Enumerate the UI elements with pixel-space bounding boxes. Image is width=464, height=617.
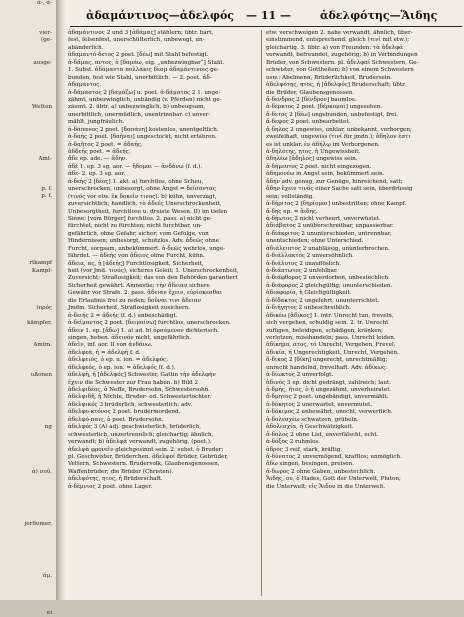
entry-line: ἀδέ 1. ep. 3 sg. aor. — ἥδομαι — ἁνδάνω (f. d.). (68, 163, 203, 170)
facing-page-line (2, 446, 52, 453)
facing-page-line: Amt- (38, 156, 52, 163)
facing-page-line (2, 461, 52, 468)
entry-line: ἀ-δόξος 2 ruhmlos. (266, 439, 321, 446)
entry-line: ἀ-διήγητος 2 unbeschreiblich. (266, 305, 352, 312)
entry-line: ἅ-δης ep. = ἅιδης. (266, 208, 318, 215)
entry-line: es ist unklar. ἐν ἀδήλῳ im Verborgenen. (266, 141, 380, 148)
entry-line: ἄδειν 1. ep. [ἄδω] 1. a) ad. b) ὀρσόμενον dichterisch. (68, 327, 220, 334)
facing-page-line (2, 45, 52, 52)
entry-line: ἀ-δόκητος 2 unerwartet, unvermutet. (266, 401, 373, 408)
facing-page-line (2, 528, 52, 535)
facing-page-line (2, 141, 52, 148)
facing-page-line: ng (44, 423, 52, 430)
facing-page-line (2, 231, 52, 238)
facing-page-line (2, 171, 52, 178)
entry-line: ἀ-διάπτωτος 2 unfehlbar. (266, 268, 338, 274)
entry-line: ἄδε ep. ade. — ἄδην. (68, 156, 128, 163)
entry-line: ἄ-δετος 2 [δέω] ungebunden, unbefestigt, frei. (266, 111, 398, 118)
facing-page-line (2, 439, 52, 446)
entry-line: etw. verschweigen 2. nahe verwandt, ähnlich, über- (266, 30, 413, 36)
facing-page-line (2, 283, 52, 290)
facing-page-line: Kampf- (31, 267, 52, 274)
entry-line: ἀδεῖν, inf. aor. II von ἁνδάνω. (68, 342, 153, 349)
facing-page-line (2, 558, 52, 565)
entry-line: unentschieden; ohne Unterschied. (266, 238, 364, 245)
entry-line: ἀ-δίωκτος 2 unverfolgt. (266, 372, 334, 379)
facing-page-line (2, 312, 52, 319)
left-running-headword: ἀδαμάντινος—ἀδελφός (86, 9, 234, 22)
entry-line: ἀ-δάπανος 2 poet. [δαπάνη] kostenlos, unentgeltlich. (68, 126, 219, 133)
facing-page-line (2, 164, 52, 171)
entry-line: bunden, fest wie Stahl, unerbittlich. — 2. poet. ἀδ- (68, 74, 212, 81)
entry-line: unerschrocken, unbesorgt, ohne Angst ⇔ δείσαντας (68, 186, 216, 193)
facing-page-line: ei (46, 609, 52, 616)
entry-line: einstimmend, entsprechend, gleich (τινί mit etw.); (266, 37, 410, 44)
entry-line: ἀδελφός 3 (A) adj. geschwisterlich, brüderlich, (68, 424, 202, 431)
entry-line: ἀ-δύνατος 2 unvermögend, kraftlos; unmöglich. (266, 453, 402, 460)
facing-page-line (2, 550, 52, 557)
facing-page-line (2, 275, 52, 282)
entry-line: ἀ-δέρκτος 2 poet. [δέρκομαι] ungesehen. (266, 104, 383, 111)
facing-page-line (2, 253, 52, 260)
entry-line: ἀδαμαντος. (68, 82, 102, 89)
facing-page-line (2, 52, 52, 59)
facing-page-line (2, 536, 52, 543)
entry-line: verletzen, misshandeln; pass. Unrecht leiden. (266, 334, 396, 341)
facing-page-line (2, 543, 52, 550)
entry-line: ἀ-δηλότης, ητος, ἡ Ungewissheit. (266, 149, 361, 155)
entry-line: (τινός vor etw. ἐκ δοκεῖν τινος). b) kühn, unverzagt, (68, 193, 217, 200)
entry-line: unerbittlich, unermüdlich, unentrinnbar. c) unver- (68, 111, 211, 118)
facing-page-line (2, 112, 52, 119)
facing-page-line (2, 565, 52, 572)
facing-page-line (2, 379, 52, 386)
facing-page-line (2, 476, 52, 483)
facing-page-line (2, 417, 52, 424)
facing-page-text (2, 0, 52, 616)
entry-line: singen, heben. ἀδεινόν nicht, ungefährlich. (68, 334, 192, 341)
entry-line: fest, felsenfest, unerschütterlich, unbewegt, un- (68, 37, 205, 44)
entry-line: ἀδελφή, ἡ [ἀδελφός] Schwester, Gattin τὴν ἀδελφὴν (68, 372, 216, 379)
facing-page-line (2, 15, 52, 22)
header-rule (70, 26, 462, 27)
entry-line: zufügen, beleidigen, schädigen, kränken; (266, 327, 384, 334)
entry-line: schwesterlich, unzertrennlich; gleichartig; ähnlich, (68, 431, 214, 438)
facing-page-line (2, 89, 52, 96)
facing-page-line (2, 97, 52, 104)
facing-page-line (2, 290, 52, 297)
entry-line: ἀ-δεής 2 [δέος] 1. akt. a) furchtlos, ohne Scheu, (68, 178, 204, 185)
entry-line: ἄ-δενδρος 2 [δένδρον] baumlos. (266, 96, 357, 103)
entry-line: zäumt. 2. übtr. a) unbezwinglich, b) unbeugsam, (68, 104, 206, 111)
entry-line: 1. Subst. ἀδάμαντα πολλάκις δεσμ ἀδαμάντινοις ge- (68, 67, 219, 74)
entry-line: ἀ-διάλλακτος 2 unversöhnlich. (266, 253, 354, 260)
facing-page-line (2, 580, 52, 587)
facing-page-line: ὰ) σοῦ. (31, 468, 52, 475)
entry-line: die Unterwelt; εἰς Ἅιδου in die Unterwelt. (266, 483, 386, 490)
entry-line: ἄδεια, ας, ἡ [ἀδεής] Furchtlosigkeit, Sicherheit, (68, 260, 204, 267)
entry-line: ἀδηλέω [ἄδηλος] ungewiss sein. (266, 156, 358, 163)
facing-page-line (2, 506, 52, 513)
entry-line: ἀ-δίδακτος 2 ungelehrt, ununterrichtet. (266, 297, 380, 304)
facing-page-line (2, 431, 52, 438)
entry-line: mählt, jungfräulich. (68, 119, 125, 126)
facing-page-line (2, 483, 52, 490)
facing-page-line (2, 595, 52, 602)
entry-line: Vettern, Schwestern. Brudervolk, Glaubensgenossen, (68, 461, 220, 468)
entry-line: Zuversicht; Straflosigkeit; das von den Behörden garantiert (68, 275, 238, 282)
entry-line: ἔχειν die Schwester zur Frau haben. b) Bild 2 (68, 379, 199, 386)
entry-line: ἀδελφιδέος, ὁ Neffe, Brudersohn, Schwestersohn. (68, 387, 211, 393)
entry-line: ἀδελφο-κτόνος 2 poet. brudermordend. (68, 409, 181, 416)
entry-line: die Brüder, Glaubensgenossen. (266, 89, 355, 96)
page-header (70, 6, 462, 26)
book-gutter (56, 0, 66, 600)
facing-page-line (2, 74, 52, 81)
facing-page-line (2, 223, 52, 230)
entry-line: ἄδην ἔχειν τινός einer Sache satt sein, überdrüssig (266, 186, 413, 193)
entry-line: ἀδελφότης, ητος, ἡ [ἀδελφός] Bruderschaft; übtr. (266, 82, 406, 89)
entry-line: ἀδελφεά, ἡ = ἀδελφή f. d. (68, 349, 141, 356)
facing-page-line (2, 22, 52, 29)
facing-page-line (2, 119, 52, 126)
facing-page-line (2, 179, 52, 186)
facing-page-line: ausge- (33, 59, 52, 66)
entry-line: verwandt; b) ἀδελφά verwandt, zugehörig, (poet.). (68, 439, 212, 446)
entry-line: ἀδε- 2. ep. 3 sg. aor. (68, 171, 126, 178)
facing-page-line (2, 245, 52, 252)
facing-page-line: Wetten (31, 104, 52, 111)
entry-line: ἀ-δάμας, αντος, ὁ [δαμάω, eig. „unbezwingbar“] Stahl. (68, 59, 225, 66)
entry-line: ἀ-δολεσχέω schwatzen, grübeln. (266, 416, 359, 423)
entry-line: Waffenbrüder; die Brüder (Christen). (68, 468, 174, 475)
entry-line: die Erlaubnis frei zu reden; δοῦναι τινι ἄδειαν (68, 297, 202, 304)
entry-line: ἀδαμαντό-δετος 2 poet. [δέω] mit Stahl befestigt. (68, 52, 209, 59)
facing-page-line (2, 67, 52, 74)
facing-page-line (2, 350, 52, 357)
entry-line: ἄ-δολος 2 ohne List, unverfälscht, echt. (266, 431, 379, 438)
entry-line: fürchtet, nicht zu fürchten; nicht furchtbar, un- (68, 223, 202, 230)
entry-line: Brüder, von Schwestern. pl. ἀδελφαί Schwestern, Ge- (266, 59, 419, 66)
entry-line: ἀδινός 3 ep. dicht gedrängt, zahlreich; laut. (266, 379, 391, 386)
entry-line: Furcht, sorgsam, unbekümmert. ἀ-δεῶς wehrlos, unge- (68, 245, 226, 252)
entry-line: ἀδημονέω in Angst sein, bekümmert sein. (266, 171, 385, 178)
facing-page-line: (πρός (36, 304, 52, 311)
entry-line: ἁδρός 3 reif, stark, kräftig. (266, 446, 343, 453)
entry-line: ἄ-δεψος 2 poet. unbearbeitet. (266, 119, 351, 126)
facing-page-line (2, 7, 52, 14)
facing-page-line (2, 364, 52, 371)
entry-line: ἀδελφὰ φρονεῖν gleichgesinnt sein. 2. subst. ὁ Bruder; (68, 446, 224, 453)
entry-line: Jmdm. Sicherheit, Straflosigkeit zusichern. (68, 305, 191, 312)
entry-line: ἀ-διάφορος 2 gleichgültig; ununterschieden. (266, 282, 393, 289)
facing-page-line (2, 409, 52, 416)
facing-page-line: kämpfer, (27, 319, 52, 326)
entry-line: ἀδιάλειπτος 2 unablässig, ununterbrochen. (266, 245, 390, 252)
entry-line: ἀ-δειής 2 = ἀδεής (f. d.) unbeschädigt. (68, 312, 178, 319)
facing-page-line: p. f. (41, 185, 52, 192)
entry-line: ἀ-δμής, ῆτος, ὁ ἡ ungezähmt, unverheiratet. (266, 387, 392, 393)
facing-page-line (2, 335, 52, 342)
entry-line: schwister, von Gottheiten; b) von einem Schwestern (266, 67, 414, 74)
facing-page-line (2, 387, 52, 394)
entry-line: Unbesorgtheit, furchtlose u. dreiste Wesen. II) im tiefen (68, 208, 228, 215)
facing-page-line (2, 208, 52, 215)
facing-page-line (2, 82, 52, 89)
entry-line: ἀ-δῄωτος 2 nicht verheert, unverwüstet. (266, 215, 381, 222)
facing-page-line (2, 513, 52, 520)
facing-page-line (2, 298, 52, 305)
entry-line: ἀ-διάφθορος 2 unverdorben, unbestechlich. (266, 275, 390, 282)
entry-line: ἀδικία, ἡ Ungerechtigkeit, Unrecht, Vergehen. (266, 349, 399, 356)
facing-page-line (2, 357, 52, 364)
facing-page-line (2, 149, 52, 156)
entry-line: ἀδελφικός 3 brüderlich, schwesterlich; adv. (68, 401, 193, 408)
page-number: — 11 — (246, 9, 291, 22)
entry-line: ἀ-δαῆτος 2 poet. = ἀδαής. (68, 141, 143, 148)
entry-line: ἀ-δήμευτος 2 poet. nicht eingezogen. (266, 163, 372, 170)
facing-page-line (2, 216, 52, 223)
entry-line: ἀδολεσχία, ἡ Geschwätzigkeit. (266, 424, 354, 431)
entry-line: ἀ-δείμαντος 2 poet. [δειμαίνω] furchtlos, unerschrocken. (68, 320, 231, 327)
facing-page-line (2, 134, 52, 141)
entry-line: ἄδω singen, besingen, preisen. (266, 461, 354, 468)
facing-page-line: rtkampf (29, 260, 52, 267)
entry-line: zweifelhaft, ungewiss (τινί für jmdn.); ἄδηλον ἐστι (266, 134, 411, 141)
entry-line: ἀδδεής poet. = ἀδεής. (68, 149, 131, 155)
facing-page-line (2, 126, 52, 133)
entry-line: pl. Geschwister, Brüderchen. ἀδελφοί Brüder, Gebrüder, (68, 453, 229, 460)
facing-page-line (2, 238, 52, 245)
entry-line: ἀ-διάλυτος 2 unauflöslich. (266, 260, 341, 267)
facing-page-line: vier- (39, 29, 52, 36)
facing-page-line (2, 402, 52, 409)
entry-line: ἀδελφότης, ητος, ἡ Brüderschaft. (68, 476, 163, 483)
entry-line: usw.: Abelmenn, Brüderlichkeit, Brudersein. (266, 74, 392, 81)
entry-line: ἄδην adv. genug, zur Genüge, hinreichend, satt; (266, 178, 403, 185)
entry-line: verwandt, befreundet, zugehörig; b) in Verbindungen (266, 52, 418, 59)
entry-line: Sicherheit gewährt. Amnestie; τὴν ἄδειαν sichere (68, 282, 210, 289)
facing-page-line: p. f. (41, 193, 52, 200)
entry-line: gleichartig. 3. übtr. a) von Freunden: τὰ ἀδελφά (266, 44, 403, 51)
right-running-headword: ἀδελφότης—Ἅιδης (320, 9, 438, 22)
entry-line: ἀδελφεός, ὁ ep. ion. = ἀδελφός (f. d.). (68, 364, 176, 371)
entry-line: ἀ-δάμαστος 2 [δαμάζω] u. poet. ἀ-δάματος 2 1. unge- (68, 89, 221, 96)
entry-line: ἄ-δηλος 2 ungewiss, unklar, unbekannt, verborgen; (266, 126, 412, 133)
entry-line: ἄ-δωρος 2 ohne Gaben, unbestechlich. (266, 468, 376, 475)
entry-line: ἄ-δμητος 2 poet. ungebändigt, unvermählt. (266, 394, 389, 401)
entry-line: ἀδελφιδῆ, ἡ Nichte, Bruder- od. Schwestertochter. (68, 394, 212, 401)
entry-line: ἀ-δαής 2 poet. [δαῆναι] ungeschickt, nicht erfahren. (68, 134, 217, 141)
entry-line: fährdet. — ἀδεής von ἄδειος ohne Furcht, kühn. (68, 253, 205, 260)
entry-line: ἀδελφειός, ὁ ep. u. ion. = ἀδελφός. (68, 357, 168, 364)
dictionary-column-left (68, 30, 258, 491)
entry-line: ἀδικέω [ἄδικος] 1. intr. Unrecht tun, freveln, (266, 312, 394, 319)
column-divider (261, 30, 262, 596)
facing-page-line (2, 588, 52, 595)
entry-line: Hindernissen; unbesorgt, schutzlos. Adv. ἀδεῶς ohne (68, 238, 219, 245)
facing-page-line: ᾰμ. (42, 572, 52, 579)
facing-page-line: jerfiumer, (24, 520, 52, 527)
entry-line: ἀ-δήριτος 2 [δηρίομαι] unbestritten; ohne Kampf. (266, 201, 407, 208)
entry-line: unrecht handelnd, frevelhaft. Adv. ἀδίκως. (266, 364, 388, 371)
entry-line: gefährlich, ohne Gefahr, sicher; vom Gefolge, von (68, 230, 209, 237)
facing-page-line (2, 394, 52, 401)
entry-line: ἀδελφό-παις, ὁ poet. Brudersohn. (68, 416, 164, 423)
dictionary-column-right (266, 30, 462, 491)
facing-page-line (2, 327, 52, 334)
facing-page-line (2, 602, 52, 609)
entry-line: zuversichtlich; handlich. τὸ ἀδεές Unerschrockenheit, (68, 201, 222, 208)
entry-line: ἀ-δόκιμος 2 unbewährt, unecht, verwerflich. (266, 409, 393, 416)
facing-page-line (2, 454, 52, 461)
entry-line: ἀ-δέμνιος 2 poet. ohne Lager. (68, 483, 153, 490)
entry-line: Gewähr vor Strafe. 2. pass. ἄδειαν ἔχειν, εὑρίσκεσθαι (68, 290, 223, 297)
entry-line: abänderlich. (68, 44, 104, 51)
entry-line: ἀδίκημα, ατος, τό Unrecht, Vergehen, Frevel. (266, 342, 396, 349)
facing-page-edge (0, 0, 57, 616)
facing-page-line (2, 491, 52, 498)
entry-line: sich vergehen, schuldig sein. 2. tr. Unrecht (266, 320, 389, 327)
facing-page-line: (ge- (41, 37, 52, 44)
entry-line: ἀ-διάκριτος 2 ununterschieden, untrennbar, (266, 230, 392, 237)
entry-line: zähmt, unbezwinglich, unbändig (v. Pferden) nicht ge- (68, 96, 222, 103)
entry-line: Ἅιδης, ου, ὁ Hades, Gott der Unterwelt, Pluton; (266, 476, 401, 483)
facing-page-line: ἀ-, ἀ- (37, 0, 52, 6)
entry-line: ἀδιαφορία, ἡ Gleichgültigkeit. (266, 290, 352, 297)
entry-line: ἀδιάβατος 2 unüberschreitbar, unpassierbar. (266, 223, 394, 230)
entry-line: Sinne: [vom Bürger] furchtlos. 2. pass. a) nicht ge- (68, 215, 212, 222)
facing-page-line: ußonen (30, 371, 52, 378)
entry-line: ἀδαμάντινος 2 und 3 [ἀδάμας] stählern; übtr. hart, (68, 30, 214, 36)
entry-line: sein; vollständig. (266, 193, 315, 200)
facing-page-line (2, 201, 52, 208)
facing-page-line (2, 498, 52, 505)
entry-line: ἄ-δικος 2 [δίκη] ungerecht, unrechtmäßig; (266, 357, 388, 364)
entry-line: heit (vor Jmd. τινός), sicheres Geleit; 1. Unerschrockenheit, (68, 268, 239, 274)
facing-page-line: Amtm. (33, 342, 52, 349)
